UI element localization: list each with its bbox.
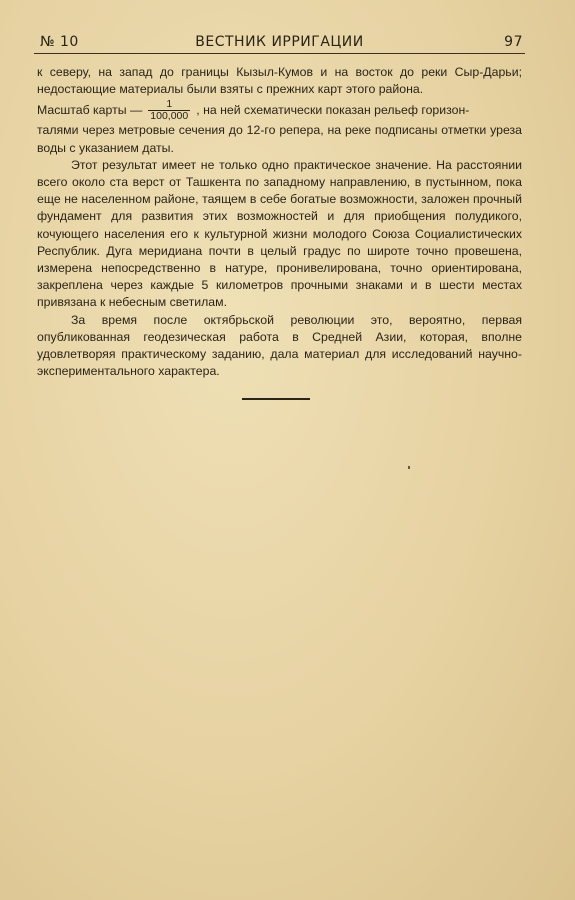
issue-number: № 10: [40, 34, 79, 50]
paragraph-3: За время после октябрьской революции это, вероятно, первая опубликованная геодезическая работа в Средней Азии, которая, вполне удовлетворяя практическому заданию, дала материал для исследований научно-экспериментального характера.: [37, 312, 522, 379]
scale-line: [37, 99, 522, 122]
paragraph-1-start: к северу, на запад до границы Кызыл-Кумов и на восток до реки Сыр-Дарьи; недостающие материалы были взяты с прежних карт этого района.: [37, 65, 522, 97]
scale-numerator: 1: [166, 98, 173, 111]
running-header: [34, 33, 525, 54]
paper-speck: [408, 466, 410, 469]
journal-title: ВЕСТНИК ИРРИГАЦИИ: [195, 34, 364, 50]
paragraph-2: Этот результат имеет не только одно практическое значение. На расстоянии всего около ста верст от Ташкента по западному направлению, в пустынном, пока еще не населенном районе, таящем в себе богатые возможности, заложен прочный фундамент для развития этих возможностей и для приобщения полудикого, кочующего населения его к культурной жизни молодого Союза Социалистических Республик. Дуга меридиана почти в целый градус по широте точно провешена, измерена непосредственно в натуре, пронивелирована, точно ориентирована, закреплена через каждые 5 километров прочными знаками и в шести местах привязана к небесным светилам.: [37, 157, 522, 310]
scale-denominator: 100,000: [150, 110, 189, 123]
scale-fraction: [148, 99, 190, 122]
scale-suffix: , на ней схематически показан рельеф горизон-: [196, 103, 470, 118]
body-text: [37, 64, 522, 380]
scale-prefix: Масштаб карты —: [37, 103, 143, 118]
paragraph-1-end: талями через метровые сечения до 12-го репера, на реке подписаны отметки уреза воды с указанием даты.: [37, 123, 522, 155]
section-end-rule: [242, 398, 310, 400]
page-number: 97: [504, 34, 523, 50]
